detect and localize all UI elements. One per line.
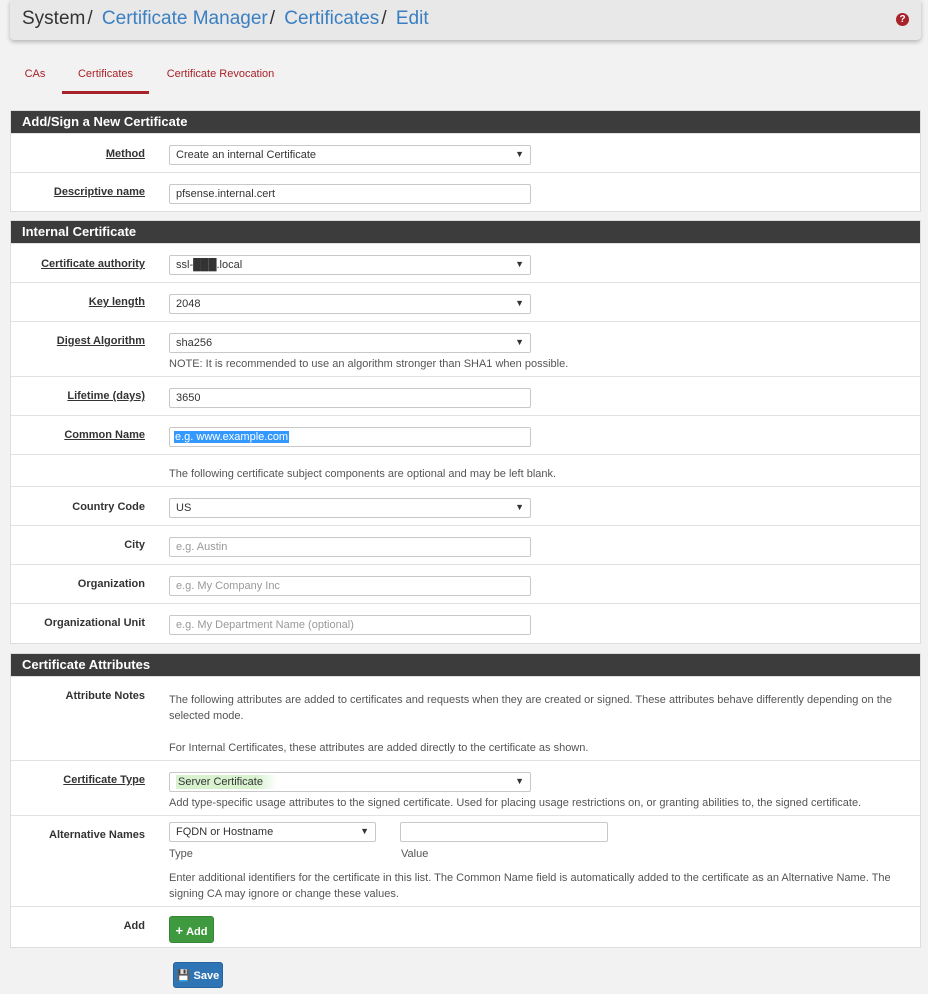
country-code-select[interactable]	[169, 498, 531, 518]
method-label: Method	[105, 148, 145, 160]
alt-name-type-value: FQDN or Hostname	[176, 826, 274, 838]
country-code-value: US	[176, 502, 192, 514]
row-organization	[11, 564, 920, 603]
certificate-type-select[interactable]	[169, 772, 531, 792]
city-label: City	[124, 539, 145, 551]
plus-icon: +	[175, 923, 184, 938]
breadcrumb-separator: /	[381, 8, 387, 29]
panel-heading: Add/Sign a New Certificate	[11, 111, 920, 133]
breadcrumb-edit[interactable]: Edit	[395, 8, 429, 29]
method-select[interactable]	[169, 145, 531, 165]
lifetime-label: Lifetime (days)	[67, 390, 145, 402]
chevron-down-icon: ▼	[515, 298, 524, 308]
save-button[interactable]	[173, 962, 223, 988]
optional-note: The following certificate subject components are optional and may be left blank.	[169, 468, 557, 480]
breadcrumb-certificate-manager[interactable]: Certificate Manager	[101, 8, 268, 29]
panel-certificate-attributes	[10, 653, 921, 948]
panel-heading: Internal Certificate	[11, 221, 920, 243]
alternative-names-help-2: signing CA may ignore or change these values.	[169, 888, 399, 900]
row-optional-note	[11, 454, 920, 486]
chevron-down-icon: ▼	[515, 776, 524, 786]
city-input[interactable]: e.g. Austin	[169, 537, 531, 557]
row-lifetime	[11, 376, 920, 415]
organization-label: Organization	[77, 578, 145, 590]
add-button[interactable]	[169, 916, 214, 943]
panel-internal-certificate	[10, 220, 921, 644]
attribute-notes-text-1: The following attributes are added to certificates and requests when they are created or signed. These attributes behave differently depending on the	[169, 694, 892, 706]
row-attribute-notes	[11, 676, 920, 760]
tab-certificates[interactable]: Certificates	[62, 62, 149, 94]
tab-certificate-revocation[interactable]: Certificate Revocation	[166, 68, 275, 80]
certificate-authority-value: ssl-███.local	[176, 259, 243, 271]
alt-name-type-caption: Type	[169, 848, 193, 860]
certificate-type-value: Server Certificate	[176, 775, 277, 789]
chevron-down-icon: ▼	[515, 149, 524, 159]
attribute-notes-text-2: selected mode.	[169, 710, 244, 722]
row-country-code	[11, 486, 920, 525]
descriptive-name-label: Descriptive name	[53, 186, 145, 198]
key-length-select[interactable]	[169, 294, 531, 314]
row-method	[11, 133, 920, 172]
add-button-label: Add	[186, 926, 208, 938]
tab-cas[interactable]: CAs	[24, 68, 46, 80]
alternative-names-label: Alternative Names	[49, 829, 145, 841]
common-name-selected-text: e.g. www.example.com	[175, 431, 289, 443]
chevron-down-icon: ▼	[515, 337, 524, 347]
descriptive-name-input[interactable]: pfsense.internal.cert	[169, 184, 531, 204]
add-label: Add	[123, 920, 145, 932]
row-alternative-names	[11, 815, 920, 906]
breadcrumb-separator: /	[87, 8, 93, 29]
save-button-label: Save	[193, 970, 220, 982]
row-descriptive-name	[11, 172, 920, 211]
floppy-disk-icon: 💾	[176, 970, 191, 982]
attribute-notes-label: Attribute Notes	[65, 690, 145, 702]
chevron-down-icon: ▼	[360, 826, 369, 836]
chevron-down-icon: ▼	[515, 502, 524, 512]
row-common-name	[11, 415, 920, 454]
breadcrumb-root: System	[22, 8, 86, 29]
breadcrumb	[10, 0, 921, 40]
lifetime-input[interactable]: 3650	[169, 388, 531, 408]
digest-algorithm-label: Digest Algorithm	[56, 335, 145, 347]
alt-name-value-caption: Value	[401, 848, 429, 860]
organization-input[interactable]: e.g. My Company Inc	[169, 576, 531, 596]
method-value: Create an internal Certificate	[176, 149, 317, 161]
row-key-length	[11, 282, 920, 321]
breadcrumb-certificates[interactable]: Certificates	[284, 8, 380, 29]
common-name-label: Common Name	[64, 429, 145, 441]
common-name-input[interactable]	[169, 427, 531, 447]
certificate-type-label: Certificate Type	[63, 774, 145, 786]
breadcrumb-separator: /	[269, 8, 275, 29]
alt-name-type-select[interactable]	[169, 822, 376, 842]
help-icon[interactable]: ?	[896, 13, 909, 26]
certificate-authority-label: Certificate authority	[41, 258, 145, 270]
key-length-value: 2048	[176, 298, 201, 310]
certificate-authority-select[interactable]	[169, 255, 531, 275]
row-certificate-authority	[11, 243, 920, 282]
chevron-down-icon: ▼	[515, 259, 524, 269]
digest-algorithm-select[interactable]	[169, 333, 531, 353]
row-add	[11, 906, 920, 948]
row-digest-algorithm	[11, 321, 920, 376]
organizational-unit-label: Organizational Unit	[44, 617, 145, 629]
panel-add-sign	[10, 110, 921, 212]
alt-name-value-input[interactable]	[400, 822, 608, 842]
panel-heading: Certificate Attributes	[11, 654, 920, 676]
certificate-type-help: Add type-specific usage attributes to the signed certificate. Used for placing usage restrictions on, or granting abilities to, the signed certificate.	[169, 797, 862, 809]
key-length-label: Key length	[88, 296, 145, 308]
organizational-unit-input[interactable]: e.g. My Department Name (optional)	[169, 615, 531, 635]
alternative-names-help-1: Enter additional identifiers for the certificate in this list. The Common Name field is automatically added to the certificate as an Alternative Name. The	[169, 872, 891, 884]
digest-algorithm-value: sha256	[176, 337, 213, 349]
digest-algorithm-note: NOTE: It is recommended to use an algorithm stronger than SHA1 when possible.	[169, 358, 569, 370]
row-organizational-unit	[11, 603, 920, 642]
row-city	[11, 525, 920, 564]
row-certificate-type	[11, 760, 920, 815]
attribute-notes-text-3: For Internal Certificates, these attributes are added directly to the certificate as shown.	[169, 742, 589, 754]
country-code-label: Country Code	[72, 501, 145, 513]
